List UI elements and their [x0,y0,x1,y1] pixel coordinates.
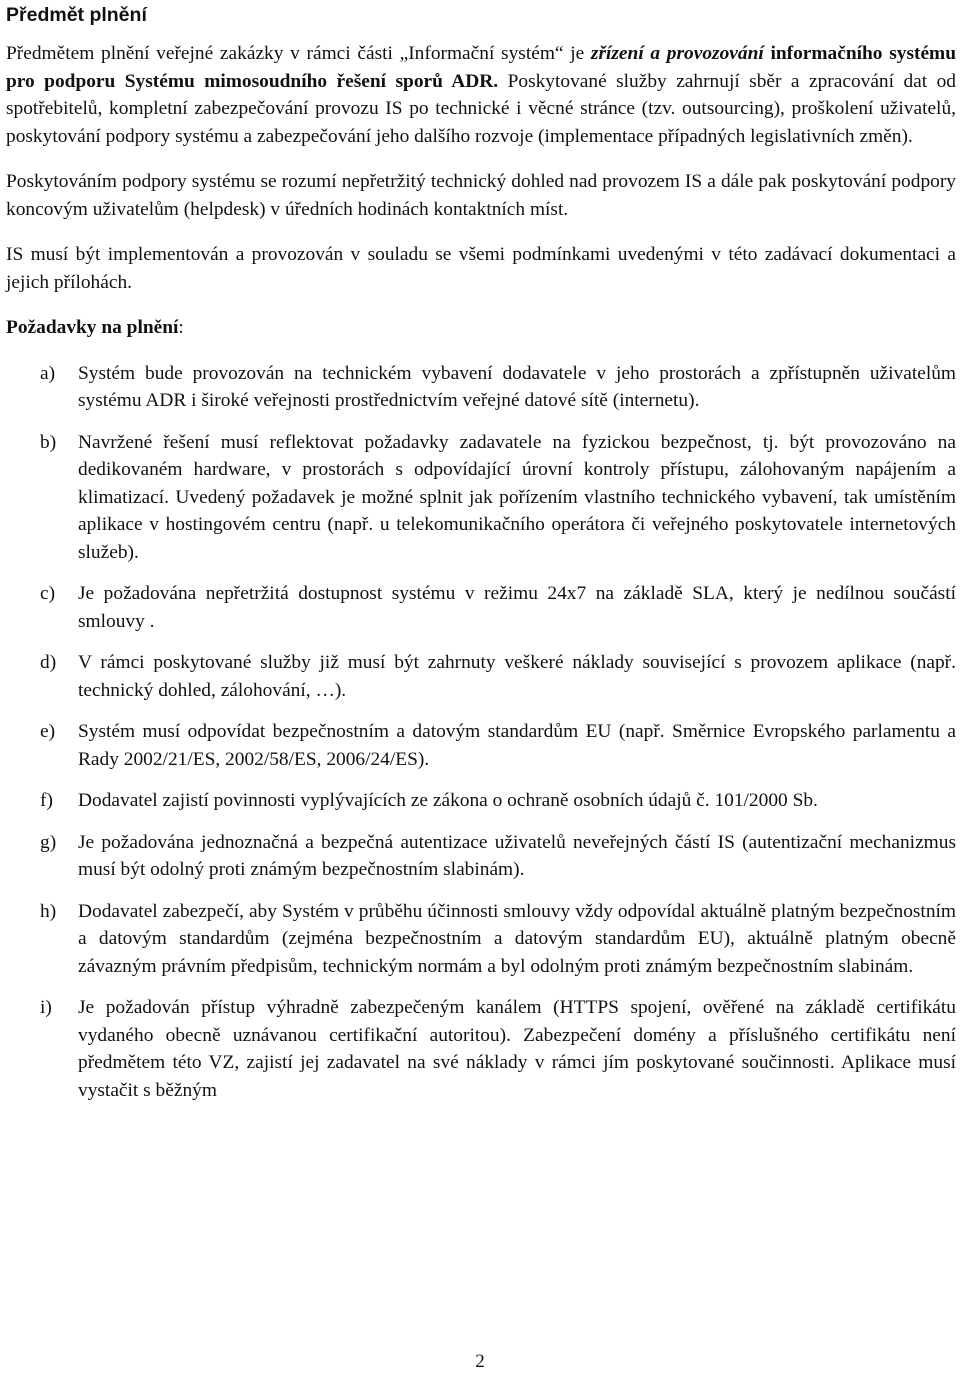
list-marker: g) [40,831,57,853]
list-item [6,580,956,635]
intro-paragraph [6,40,956,150]
intro-bold: informačního systému pro podporu Systému mimosoudního řešení sporů ADR. [6,43,956,92]
list-item-text: V rámci poskytované služby již musí být zahrnuty veškeré náklady související s provozem aplikace (např. technický dohled, zálohování, …). [78,652,956,701]
list-marker: e) [40,721,56,742]
intro-bold-italic: zřízení a provozování [590,43,764,64]
requirements-heading-label: Požadavky na plnění [6,317,179,338]
list-item-text: Systém musí odpovídat bezpečnostním a datovým standardům EU (např. Směrnice Evropského parlamentu a Rady 2002/21/ES, 2002/58/ES, 2006/24/ES). [78,721,956,770]
requirements-heading [6,314,956,342]
list-item [6,360,956,415]
list-marker: d) [40,652,57,673]
list-marker: i) [40,997,52,1018]
list-item [6,994,956,1104]
list-item [6,429,956,567]
list-marker: c) [40,583,56,604]
list-item-text: Je požadován přístup výhradně zabezpečeným kanálem (HTTPS spojení, ověřené na základě certifikátu vydaného obecně uznávanou certifikační autoritou). Zabezpečení domény a příslušného certifikátu není předmětem této VZ, zajistí jej zadavatel na své náklady v rámci jím poskytované součinnosti. Aplikace musí vystačit s běžným [78,997,956,1101]
requirements-list [6,360,956,1105]
list-item-text: Systém bude provozován na technickém vybavení dodavatele v jeho prostorách a zpřístupněn uživatelům systému ADR i široké veřejnosti prostřednictvím veřejné datové sítě (internetu). [78,362,956,411]
list-item-text: Je požadována jednoznačná a bezpečná autentizace uživatelů neveřejných částí IS (autentizační mechanizmus musí být odolný proti známým bezpečnostním slabinám). [78,831,956,880]
list-item-text: Dodavatel zajistí povinnosti vyplývajících ze zákona o ochraně osobních údajů č. 101/2000 Sb. [78,790,818,811]
section-heading: Předmět plnění [6,4,147,26]
intro-text-end: Poskytované služby zahrnují sběr a zpracování dat od spotřebitelů, kompletní zabezpečování provozu IS po technické i věcné stránce (tzv. outsourcing), proškolení uživatelů, poskytování podpory systému a zabezpečování jeho dalšího rozvoje (implementace případných legislativních změn). [6,70,956,147]
list-item [6,649,956,704]
requirements-heading-colon: : [178,317,184,338]
list-marker: b) [40,431,57,453]
list-marker: f) [40,790,53,811]
list-item [6,829,956,884]
support-paragraph: Poskytováním podpory systému se rozumí nepřetržitý technický dohled nad provozem IS a dále pak poskytování podpory koncovým uživatelům (helpdesk) v úředních hodinách kontaktních míst. [6,171,956,220]
list-marker: h) [40,900,57,922]
list-item [6,787,956,815]
list-item-text: Je požadována nepřetržitá dostupnost systému v režimu 24x7 na základě SLA, který je nedílnou součástí smlouvy . [78,583,956,632]
list-item-text: Dodavatel zabezpečí, aby Systém v průběhu účinnosti smlouvy vždy odpovídal aktuálně platným bezpečnostním a datovým standardům (zejména bezpečnostním a datovým standardům EU), aktuálně platným obecně závazným právním předpisům, technickým normám a byl odolným proti známým bezpečnostním slabinám. [78,900,956,977]
list-item [6,898,956,981]
list-marker: a) [40,362,56,384]
compliance-paragraph: IS musí být implementován a provozován v souladu se všemi podmínkami uvedenými v této zadávací dokumentaci a jejich přílohách. [6,244,956,293]
intro-text-start: Předmětem plnění veřejné zakázky v rámci části „Informační systém“ je [6,43,591,64]
document-page [6,0,956,1118]
list-item [6,718,956,773]
page-number: 2 [475,1351,485,1372]
list-item-text: Navržené řešení musí reflektovat požadavky zadavatele na fyzickou bezpečnost, tj. být provozováno na dedikovaném hardware, v prostorách s odpovídající úrovní kontroly přístupu, zálohovaným napájením a klimatizací. Uvedený požadavek je možné splnit jak pořízením vlastního technického vybavení, tak umístěním aplikace v hostingovém centru (např. u telekomunikačního operátora či veřejného poskytovatele internetových služeb). [78,431,956,563]
